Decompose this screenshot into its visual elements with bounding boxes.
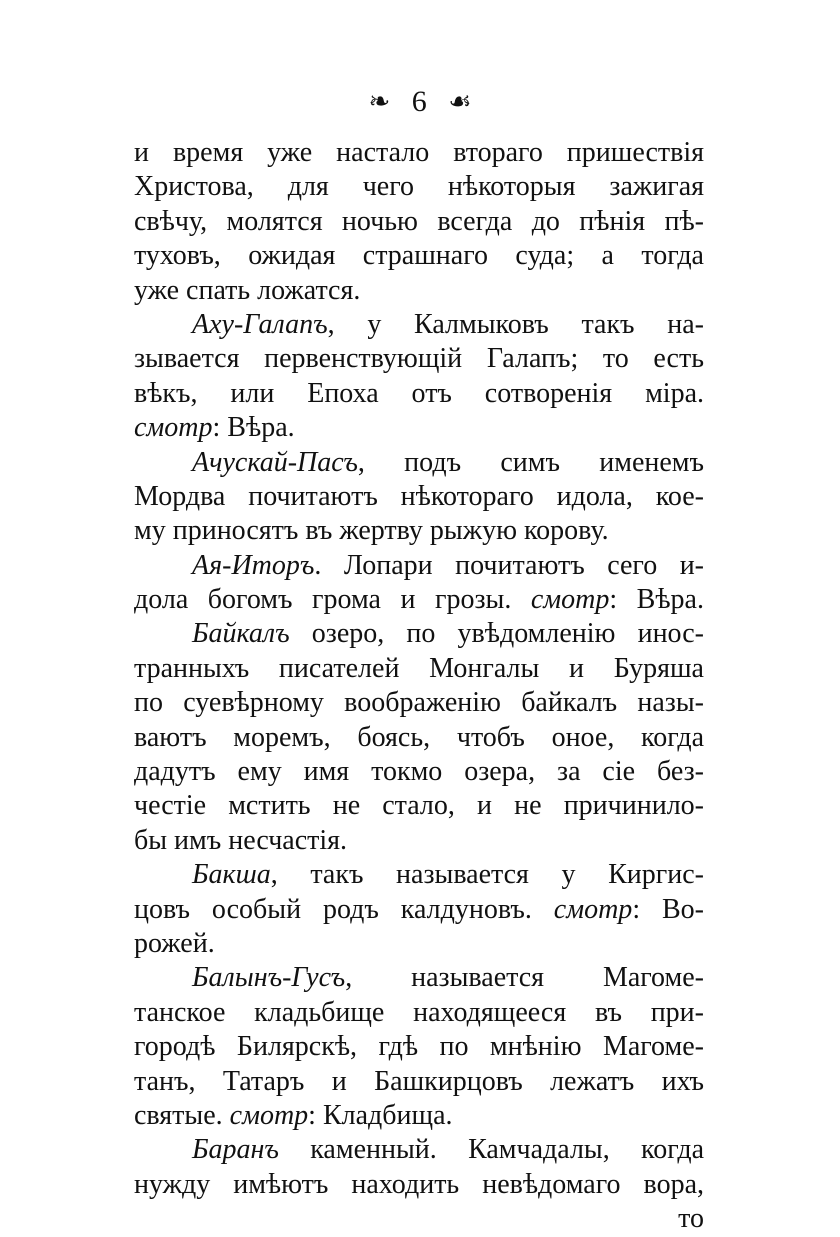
text-segment: , подъ симъ именемъ: [357, 446, 704, 478]
text-segment: свѣчу, молятся ночью всегда до пѣнія пѣ-: [134, 205, 704, 237]
text-line: [134, 1202, 704, 1236]
text-line: [134, 342, 704, 376]
text-segment: по суевѣрному воображенію байкалъ назы-: [134, 687, 704, 719]
text-line: [134, 858, 704, 892]
italic-term: Бакша: [192, 859, 271, 891]
text-line: [134, 239, 704, 273]
text-line: [134, 411, 704, 445]
text-line: [134, 583, 704, 617]
italic-term: Баранъ: [192, 1134, 279, 1166]
text-line: [134, 205, 704, 239]
text-line: [134, 789, 704, 823]
text-segment: и время уже настало втораго пришествія: [134, 137, 704, 168]
text-line: [134, 927, 704, 961]
text-line: [134, 377, 704, 411]
text-segment: туховъ, ожидая страшнаго суда; а тогда: [134, 240, 704, 272]
text-segment: . Лопари почитаютъ сего и-: [314, 549, 704, 581]
text-line: [134, 274, 704, 308]
italic-term: Аху-Галапъ: [192, 308, 328, 340]
text-segment: то: [678, 1203, 704, 1235]
text-line: [134, 308, 704, 342]
text-line: [134, 1099, 704, 1133]
page-number: 6: [411, 85, 427, 119]
text-line: [134, 1168, 704, 1202]
ornament-left-icon: ❧: [368, 87, 391, 117]
page-text: [134, 136, 704, 1237]
text-segment: , называется Магоме-: [345, 962, 704, 994]
text-line: [134, 893, 704, 927]
text-segment: : Вѣра.: [212, 412, 295, 444]
text-line: [134, 1133, 704, 1167]
text-line: [134, 1065, 704, 1099]
text-segment: честіе мстить не стало, и не причинило-: [134, 790, 704, 822]
text-line: [134, 480, 704, 514]
text-segment: ваютъ моремъ, боясь, чтобъ оное, когда: [134, 721, 704, 753]
text-segment: городѣ Билярскѣ, гдѣ по мнѣнію Магоме-: [134, 1031, 704, 1063]
text-segment: уже спать ложатся.: [134, 274, 361, 306]
text-segment: : Кладбища.: [308, 1099, 453, 1131]
text-line: [134, 824, 704, 858]
text-line: [134, 514, 704, 548]
italic-term: смотр: [134, 412, 213, 444]
text-line: [134, 136, 704, 170]
text-line: [134, 961, 704, 995]
text-line: [134, 549, 704, 583]
text-segment: , у Калмыковъ такъ на-: [327, 308, 704, 340]
text-segment: танское кладьбище находящееся въ при-: [134, 996, 704, 1028]
text-segment: святые.: [134, 1099, 230, 1131]
text-line: [134, 996, 704, 1030]
text-segment: озеро, по увѣдомленію инос-: [289, 618, 704, 650]
italic-term: Балынъ-Гусъ: [192, 962, 346, 994]
text-line: [134, 617, 704, 651]
text-segment: му приносятъ въ жертву рыжую корову.: [134, 515, 609, 547]
text-segment: зывается первенствующій Галапъ; то есть: [134, 343, 704, 375]
italic-term: Ая-Иторъ: [192, 549, 315, 581]
text-line: [134, 170, 704, 204]
text-segment: : Вѣра.: [609, 584, 704, 616]
text-segment: каменный. Камчадалы, когда: [278, 1134, 704, 1166]
page-header: [0, 78, 840, 122]
text-line: [134, 686, 704, 720]
text-line: [134, 721, 704, 755]
text-segment: дадутъ ему имя токмо озера, за сіе без-: [134, 756, 704, 788]
ornament-right-icon: ☙: [448, 87, 472, 117]
italic-term: Байкалъ: [192, 618, 290, 650]
text-segment: , такъ называется у Киргис-: [270, 859, 704, 891]
text-segment: бы имъ несчастія.: [134, 824, 348, 856]
text-segment: танъ, Татаръ и Башкирцовъ лежатъ ихъ: [134, 1065, 704, 1097]
text-segment: вѣкъ, или Епоха отъ сотворенія міра.: [134, 377, 704, 409]
text-segment: : Во-: [632, 893, 704, 925]
text-line: [134, 652, 704, 686]
text-line: [134, 446, 704, 480]
text-segment: цовъ особый родъ калдуновъ.: [134, 893, 554, 925]
text-segment: рожей.: [134, 927, 215, 959]
text-segment: нужду имѣютъ находить невѣдомаго вора,: [134, 1168, 704, 1200]
italic-term: смотр: [229, 1099, 309, 1131]
italic-term: смотр: [553, 893, 633, 925]
italic-term: смотр: [530, 584, 610, 616]
text-line: [134, 1030, 704, 1064]
text-segment: дола богомъ грома и грозы.: [134, 584, 531, 616]
text-line: [134, 755, 704, 789]
text-segment: транныхъ писателей Монгалы и Буряша: [134, 652, 704, 684]
italic-term: Ачускай-Пасъ: [192, 446, 358, 478]
text-segment: Христова, для чего нѣкоторыя зажигая: [134, 171, 704, 203]
text-segment: Мордва почитаютъ нѣкотораго идола, кое-: [134, 480, 704, 512]
